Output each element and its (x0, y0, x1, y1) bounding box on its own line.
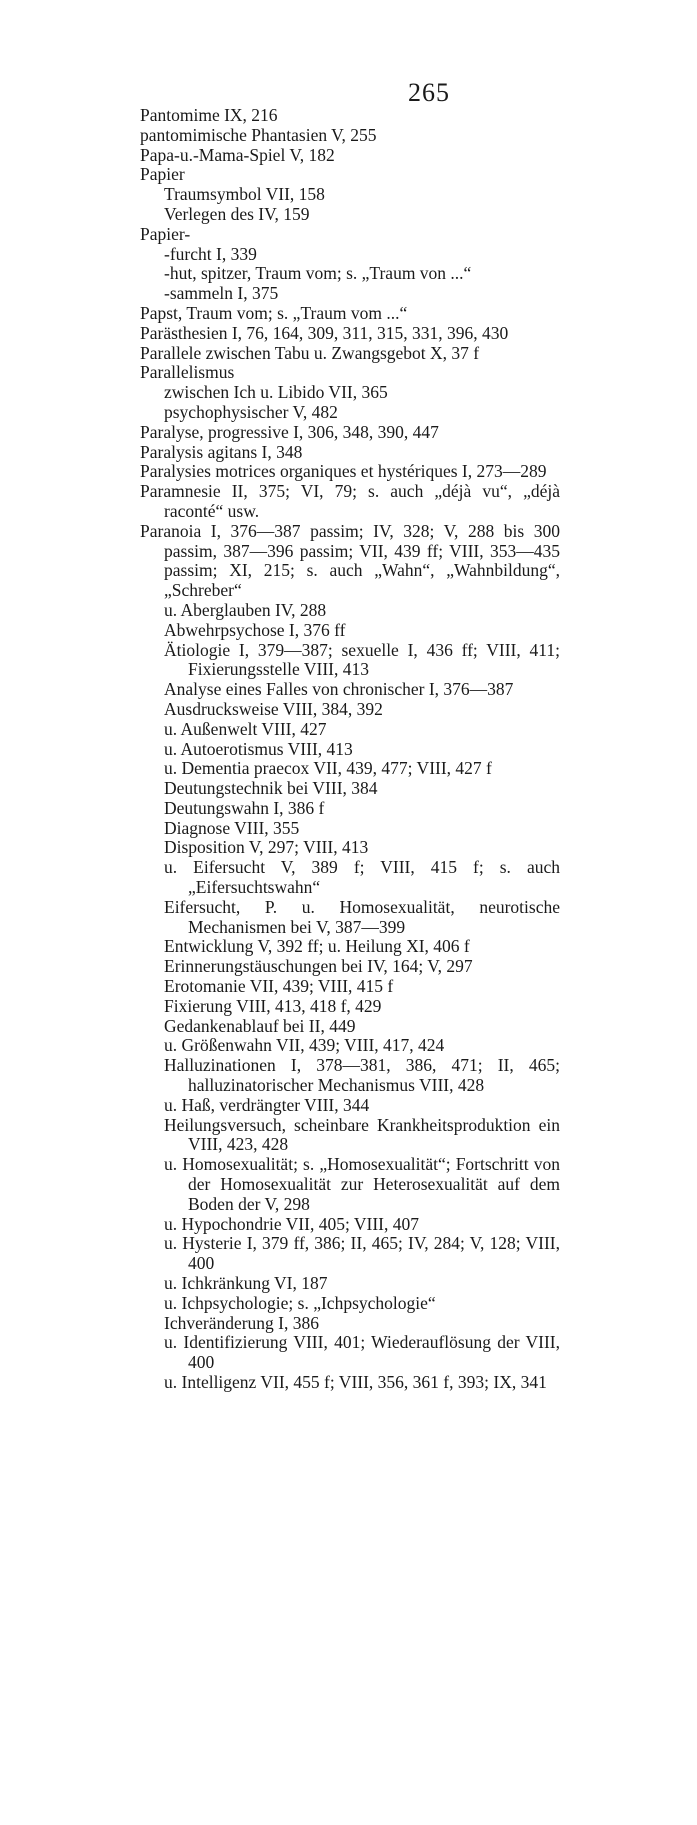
index-subentry: -hut, spitzer, Traum vom; s. „Traum von ...“ (164, 263, 472, 284)
index-entry: Parästhesien I, 76, 164, 309, 311, 315, 331, 396, 430 (140, 322, 509, 343)
index-entry: Paralysis agitans I, 348 (140, 441, 303, 462)
index-subentry: u. Dementia praecox VII, 439, 477; VIII, 427 f (164, 758, 492, 779)
index-subentry: Diagnose VIII, 355 (164, 817, 300, 838)
index-entry: Papa-u.-Mama-Spiel V, 182 (140, 144, 335, 165)
index-subentry: Heilungsversuch, scheinbare Krankheitsproduktion ein VIII, 423, 428 (164, 1114, 560, 1155)
index-subentry: Disposition V, 297; VIII, 413 (164, 837, 369, 858)
index-subentry: Entwicklung V, 392 ff; u. Heilung XI, 406 f (164, 936, 470, 957)
index-subentry: Analyse eines Falles von chronischer I, 376—387 (164, 679, 514, 700)
index-subentry: Verlegen des IV, 159 (164, 203, 310, 224)
index-entry: Papier (140, 164, 185, 185)
index-entry: Paranoia I, 376—387 passim; IV, 328; V, 288 bis 300 passim, 387—396 passim; VII, 439 ff; VIII, 353—435 passim; XI, 215; s. auch „Wahn“, „Wahnbildung“, „Schreber“ (140, 520, 560, 601)
index-column (140, 106, 560, 1393)
index-subentry: Erinnerungstäuschungen bei IV, 164; V, 297 (164, 956, 473, 977)
index-entry: Paralysies motrices organiques et hystériques I, 273—289 (140, 461, 547, 482)
index-subentry: u. Homosexualität; s. „Homosexualität“; Fortschritt von der Homosexualität zur Heterosexualität auf dem Boden der V, 298 (164, 1154, 560, 1214)
index-subentry: u. Haß, verdrängter VIII, 344 (164, 1094, 370, 1115)
index-entry: Parallelismus (140, 362, 235, 383)
index-subentry: u. Identifizierung VIII, 401; Wiederauflösung der VIII, 400 (164, 1332, 560, 1373)
index-subentry: u. Intelligenz VII, 455 f; VIII, 356, 361 f, 393; IX, 341 (164, 1372, 547, 1392)
index-subentry: Ichveränderung I, 386 (164, 1312, 320, 1333)
index-subentry: Abwehrpsychose I, 376 ff (164, 619, 346, 640)
index-entry: Papst, Traum vom; s. „Traum vom ...“ (140, 302, 408, 323)
index-entry: Pantomime IX, 216 (140, 105, 278, 125)
index-subentry: Ätiologie I, 379—387; sexuelle I, 436 ff; VIII, 411; Fixierungsstelle VIII, 413 (164, 639, 560, 680)
index-subentry: Gedankenablauf bei II, 449 (164, 1015, 356, 1036)
index-subentry: u. Außenwelt VIII, 427 (164, 718, 327, 739)
index-entry: Papier- (140, 223, 191, 244)
index-subentry: Fixierung VIII, 413, 418 f, 429 (164, 995, 382, 1016)
index-entry: Paralyse, progressive I, 306, 348, 390, 447 (140, 421, 439, 442)
index-subentry: Eifersucht, P. u. Homosexualität, neurotische Mechanismen bei V, 387—399 (164, 896, 560, 937)
index-subentry: Ausdrucksweise VIII, 384, 392 (164, 698, 383, 719)
index-subentry: Erotomanie VII, 439; VIII, 415 f (164, 976, 394, 997)
index-subentry: -sammeln I, 375 (164, 283, 279, 304)
index-subentry: Deutungstechnik bei VIII, 384 (164, 778, 378, 799)
index-subentry: u. Eifersucht V, 389 f; VIII, 415 f; s. auch „Eifersuchtswahn“ (164, 857, 560, 898)
index-entry: Parallele zwischen Tabu u. Zwangsgebot X, 37 f (140, 342, 480, 363)
index-subentry: -furcht I, 339 (164, 243, 257, 264)
index-subentry: psychophysischer V, 482 (164, 401, 338, 422)
page-number: 265 (408, 78, 450, 107)
index-subentry: Halluzinationen I, 378—381, 386, 471; II, 465; halluzinatorischer Mechanismus VIII, 428 (164, 1055, 560, 1096)
index-subentry: u. Autoerotismus VIII, 413 (164, 738, 353, 759)
index-subentry: u. Aberglauben IV, 288 (164, 599, 327, 620)
index-subentry: u. Größenwahn VII, 439; VIII, 417, 424 (164, 1035, 445, 1056)
index-subentry: u. Ichkränkung VI, 187 (164, 1273, 328, 1294)
index-subentry: Traumsymbol VII, 158 (164, 184, 325, 205)
index-subentry: u. Hypochondrie VII, 405; VIII, 407 (164, 1213, 420, 1234)
index-entry: Paramnesie II, 375; VI, 79; s. auch „déjà vu“, „déjà raconté“ usw. (140, 481, 560, 521)
index-subentry: u. Ichpsychologie; s. „Ichpsychologie“ (164, 1292, 436, 1313)
index-subentry: Deutungswahn I, 386 f (164, 797, 325, 818)
index-subentry: u. Hysterie I, 379 ff, 386; II, 465; IV, 284; V, 128; VIII, 400 (164, 1233, 560, 1274)
index-entry: pantomimische Phantasien V, 255 (140, 124, 377, 145)
index-subentry: zwischen Ich u. Libido VII, 365 (164, 382, 388, 403)
